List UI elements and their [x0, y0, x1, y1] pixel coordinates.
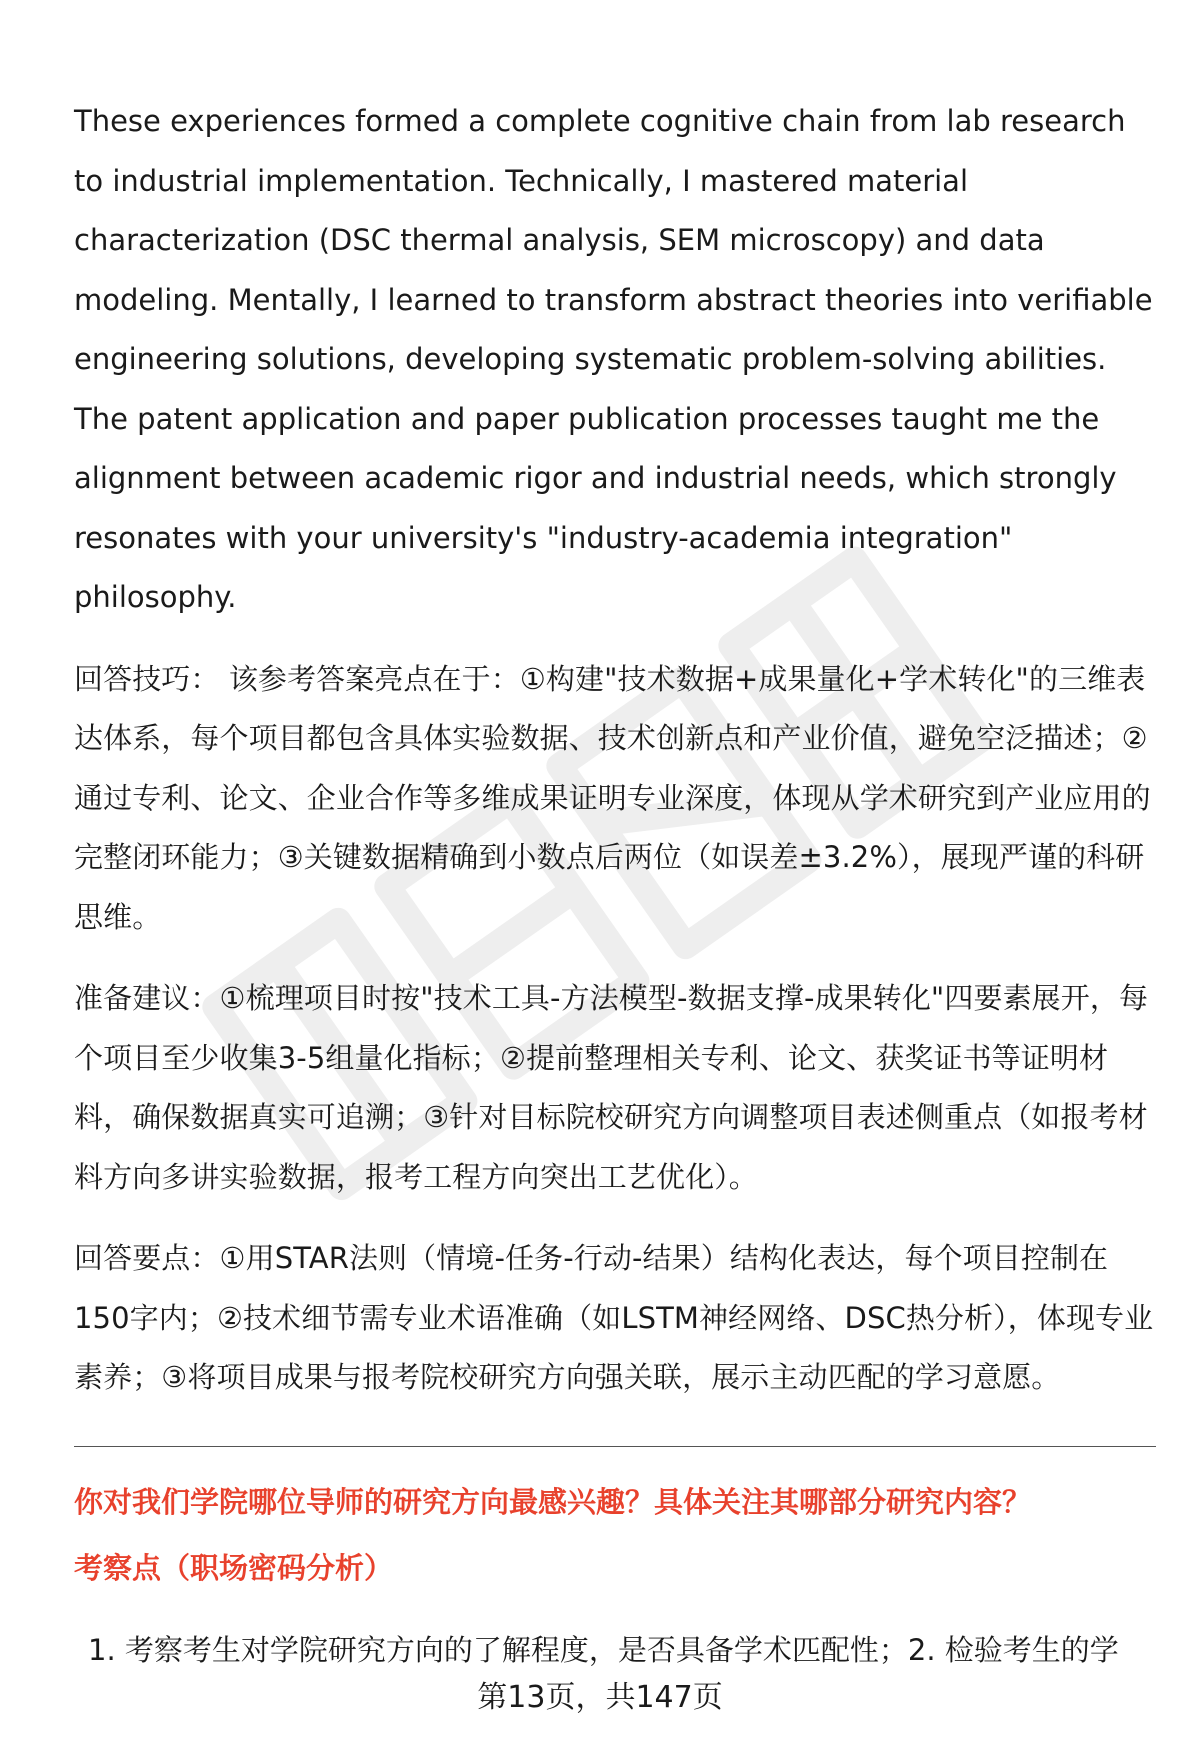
section-title: 考察点（职场密码分析） — [74, 1550, 394, 1585]
document-body — [74, 92, 1156, 1679]
paragraph-english: These experiences formed a complete cognitive chain from lab research to industrial implementation. Technically, I mastered material characterization (DSC thermal analysis, SEM microscopy) and data modeling. Mentally, I learned to transform abstract theories into verifiable engineering solutions, developing systematic problem-solving abilities. The patent application and paper publication processes taught me the alignment between academic rigor and industrial needs, which strongly resonates with your university's "industry-academia integration" philosophy. — [74, 104, 1153, 614]
paragraph-prep-advice: 准备建议：①梳理项目时按"技术工具-方法模型-数据支撑-成果转化"四要素展开，每个项目至少收集3-5组量化指标；②提前整理相关专利、论文、获奖证书等证明材料，确保数据真实可追溯；③针对目标院校研究方向调整项目表述侧重点（如报考材料方向多讲实验数据，报考工程方向突出工艺优化）。 — [74, 981, 1149, 1194]
question-heading: 你对我们学院哪位导师的研究方向最感兴趣？具体关注其哪部分研究内容？ — [74, 1484, 1032, 1519]
page-number: 第13页，共147页 — [477, 1680, 723, 1715]
paragraph-answer-tips: 回答技巧： 该参考答案亮点在于：①构建"技术数据+成果量化+学术转化"的三维表达体系，每个项目都包含具体实验数据、技术创新点和产业价值，避免空泛描述；②通过专利、论文、企业合作等多维成果证明专业深度，体现从学术研究到产业应用的完整闭环能力；③关键数据精确到小数点后两位（如误差±3.2%），展现严谨的科研思维。 — [74, 661, 1151, 934]
paragraph-key-points: 回答要点：①用STAR法则（情境-任务-行动-结果）结构化表达，每个项目控制在150字内；②技术细节需专业术语准确（如LSTM神经网络、DSC热分析），体现专业素养；③将项目成果与报考院校研究方向强关联，展示主动匹配的学习意愿。 — [74, 1241, 1154, 1394]
list-item: 1. 考察考生对学院研究方向的了解程度，是否具备学术匹配性；2. 检验考生的学 — [88, 1632, 1119, 1667]
section-divider — [74, 1446, 1156, 1447]
